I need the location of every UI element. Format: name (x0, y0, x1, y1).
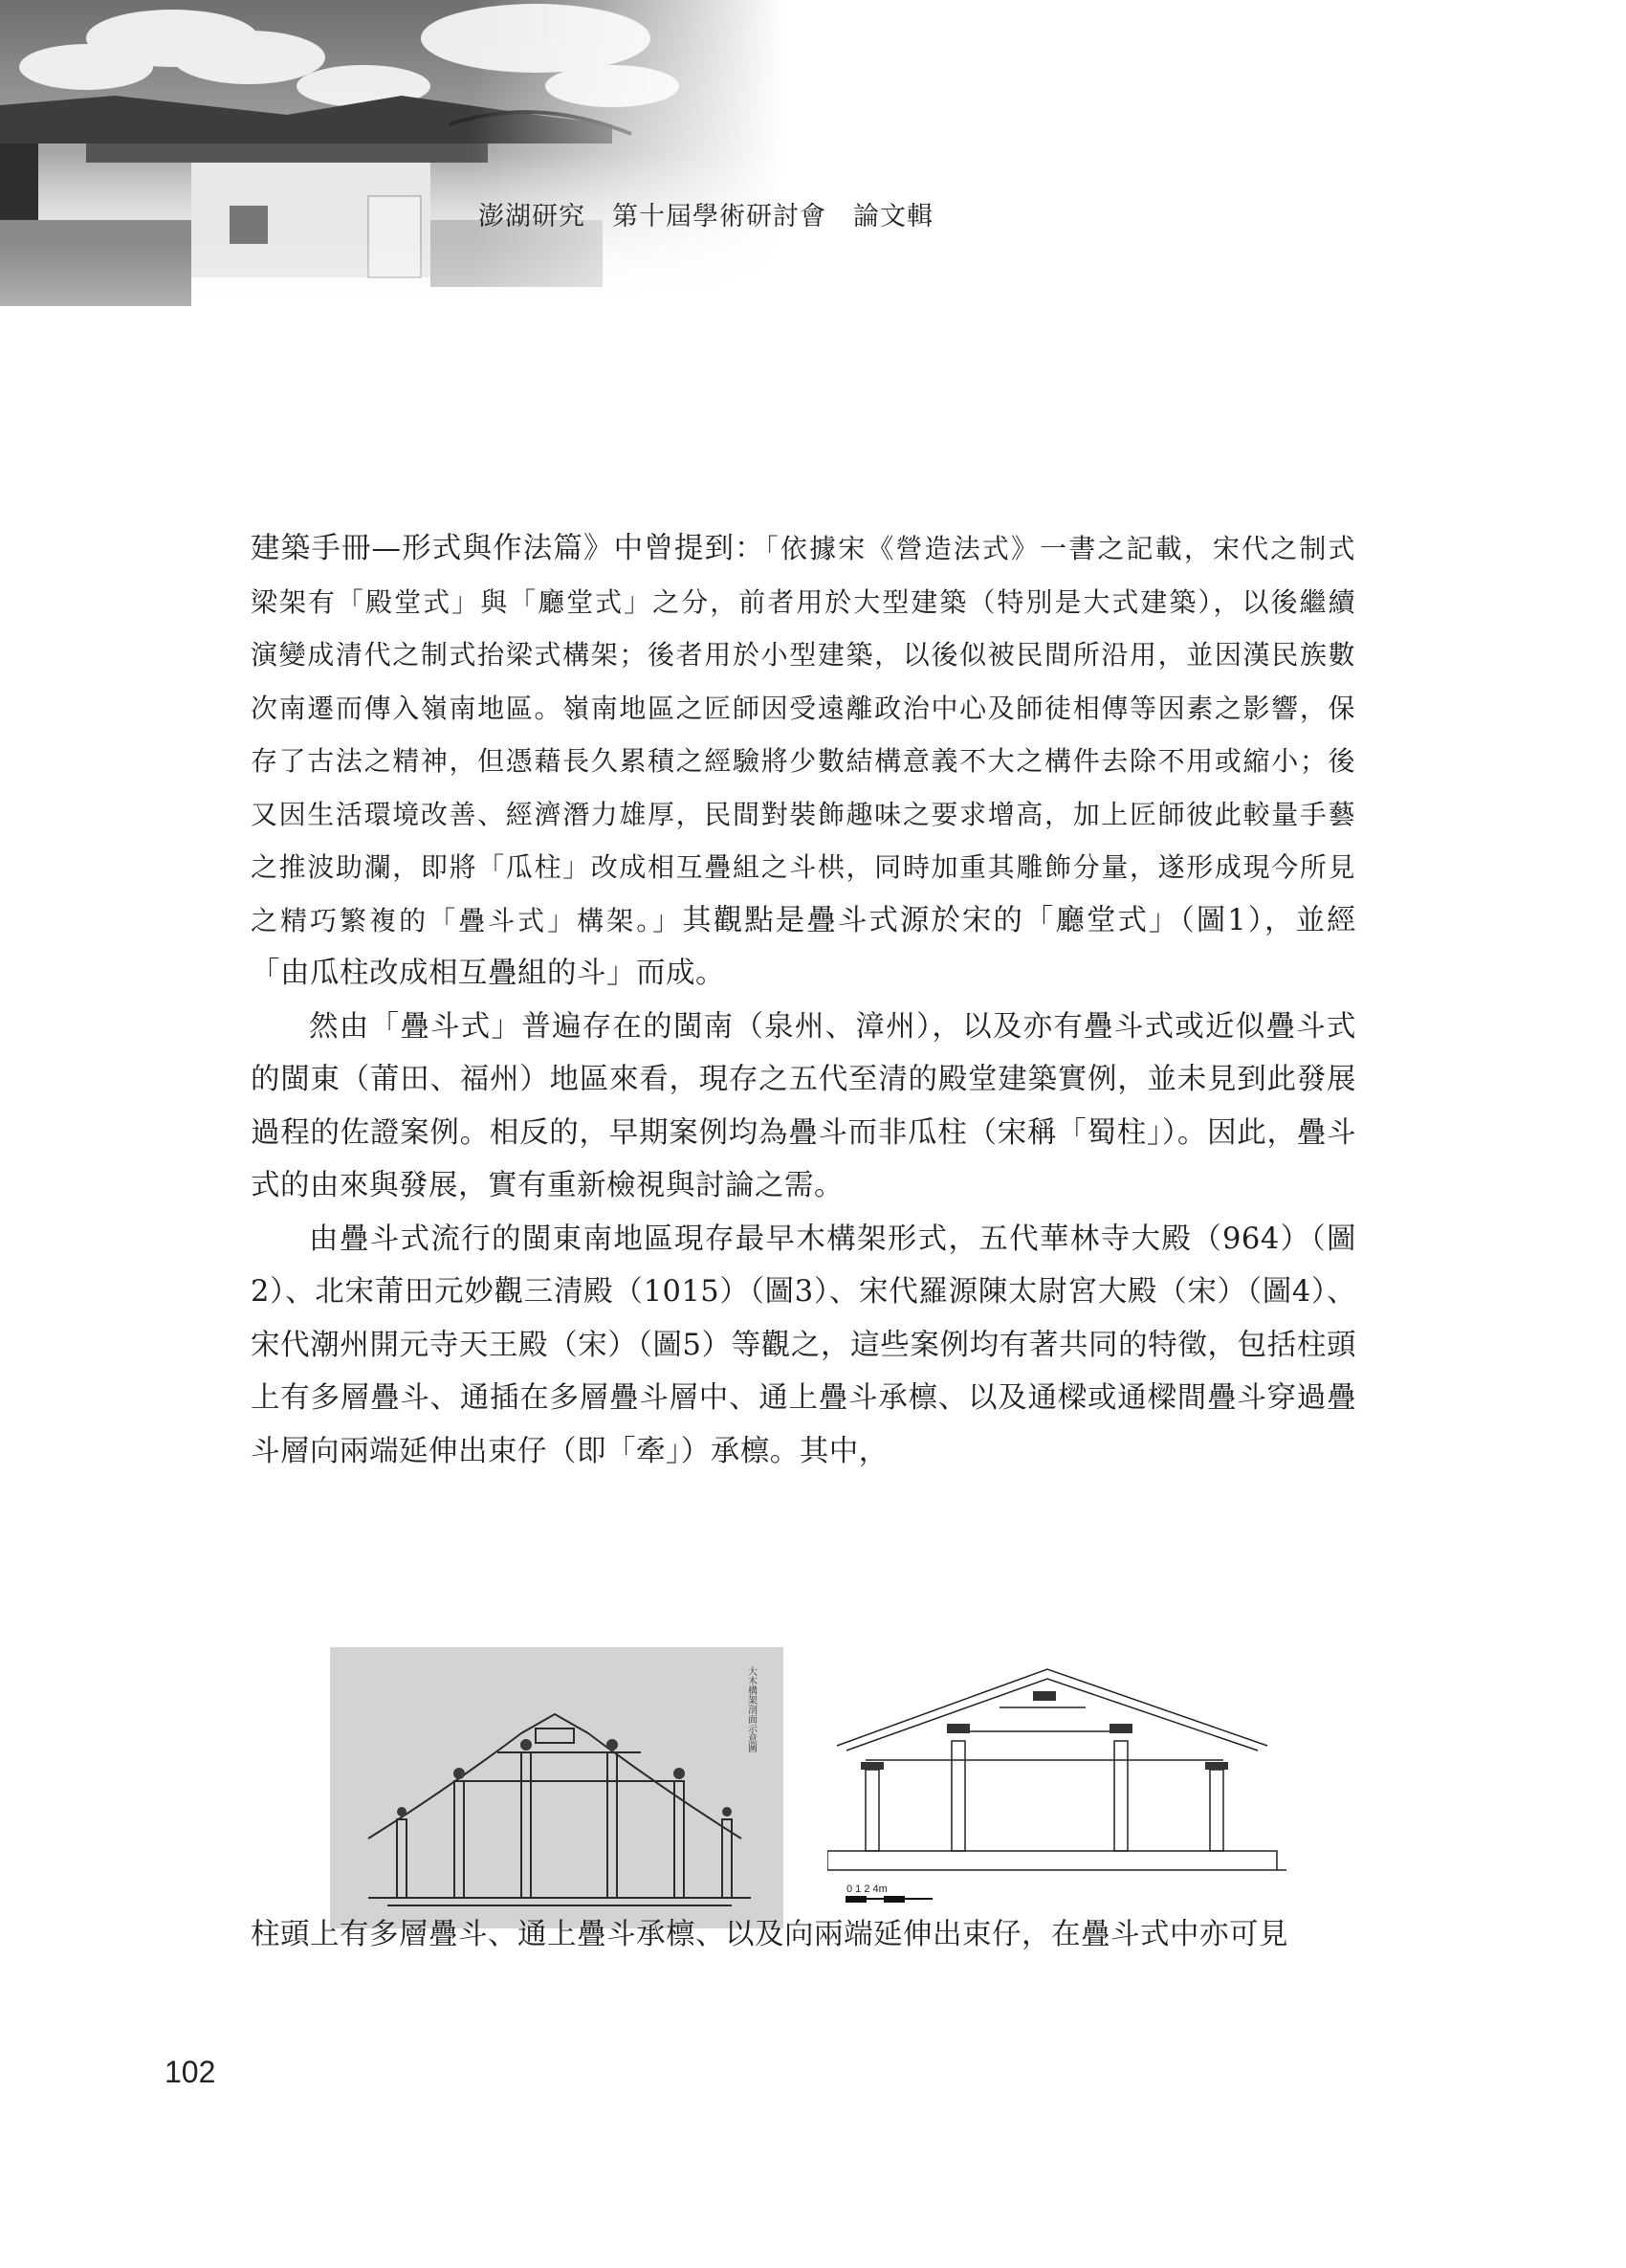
paragraph-2: 然由「疊斗式」普遍存在的閩南（泉州、漳州），以及亦有疊斗式或近似疊斗式的閩東（莆田、福州）地區來看，現存之五代至清的殿堂建築實例，並未見到此發展過程的佐證案例。相反的，早期案例均為疊斗而非瓜柱（宋稱「蜀柱」）。因此，疊斗式的由來與發展，實有重新檢視與討論之需。 (251, 1009, 1356, 1202)
paragraph-1-tail: 其觀點是疊斗式源於宋的「廳堂式」（圖1），並經「由瓜柱改成相互疊組的斗」而成。 (251, 903, 1356, 990)
scale-label: 0 1 2 4m (846, 1883, 888, 1895)
figure-row (330, 1647, 1286, 1934)
page-number: 102 (165, 2055, 216, 2089)
figure-section-drawing-left (330, 1647, 783, 1928)
article-body (251, 522, 1356, 1478)
journal-running-title: 澎湖研究 第十屆學術研討會 論文輯 (478, 202, 934, 231)
paragraph-3: 由疊斗式流行的閩東南地區現存最早木構架形式，五代華林寺大殿（964）（圖2）、北宋莆田元妙觀三清殿（1015）（圖3）、宋代羅源陳太尉宮大殿（宋）（圖4）、宋代潮州開元寺天王殿（宋）（圖5）等觀之，這些案例均有著共同的特徵，包括柱頭上有多層疊斗、通插在多層疊斗層中、通上疊斗承檩、以及通樑或通樑間疊斗穿過疊斗層向兩端延伸出束仔（即「牽」）承檩。其中， (251, 1222, 1356, 1468)
paragraph-1 (251, 522, 1356, 1001)
figure-section-drawing-right (827, 1664, 1286, 1923)
figure-left-vertical-caption: 大木構架剖面示意圖 (745, 1666, 757, 1752)
quoted-passage: 「依據宋《營造法式》一書之記載，宋代之制式梁架有「殿堂式」與「廳堂式」之分，前者用於大型建築（特別是大式建築），以後繼續演變成清代之制式抬梁式構架；後者用於小型建築，以後似被民間所沿用，並因漢民族數次南遷而傳入嶺南地區。嶺南地區之匠師因受遠離政治中心及師徒相傳等因素之影響，保存了古法之精神，但憑藉長久累積之經驗將少數結構意義不大之構件去除不用或縮小；後又因生活環境改善、經濟潛力雄厚，民間對裝飾趣味之要求增高，加上匠師彼此較量手藝之推波助瀾，即將「瓜柱」改成相互疊組之斗栱，同時加重其雕飾分量，遂形成現今所見之精巧繁複的「疊斗式」構架。」 (251, 533, 1356, 936)
continuation-line: 柱頭上有多層疊斗、通上疊斗承檩、以及向兩端延伸出束仔，在疊斗式中亦可見 (251, 1918, 1288, 1951)
paragraph-1-lead: 建築手冊—形式與作法篇》中曾提到： (251, 532, 765, 565)
